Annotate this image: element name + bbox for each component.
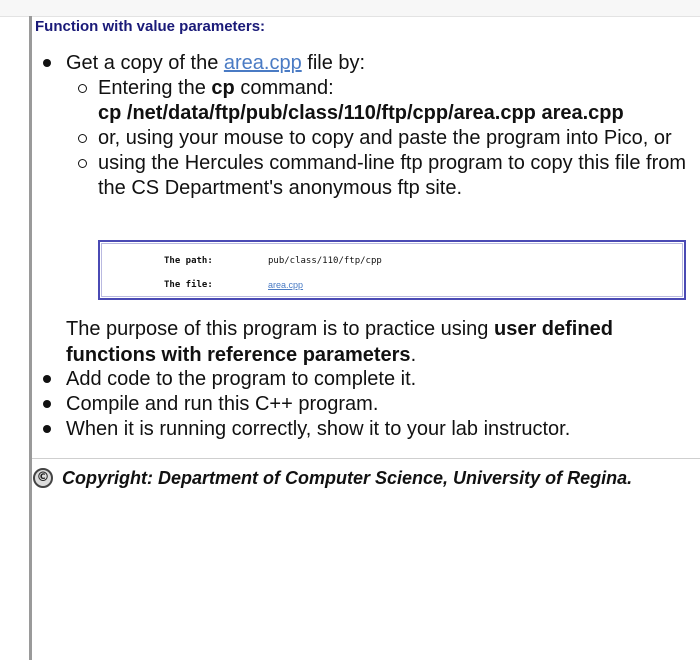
list-item: [32, 367, 700, 392]
list-item: [32, 392, 700, 417]
bullet-circle-icon: [78, 159, 87, 168]
copyright-text: Copyright: Department of Computer Science, University of Regina.: [62, 468, 633, 488]
bullet-dot-icon: [43, 425, 51, 433]
copyright-line: [32, 466, 700, 490]
bullet-circle-icon: [78, 134, 87, 143]
path-value: pub/class/110/ftp/cpp: [268, 256, 382, 266]
divider: [32, 458, 700, 459]
purpose-bold: user defined functions with reference parameters: [66, 318, 613, 366]
area-cpp-link[interactable]: area.cpp: [223, 52, 302, 74]
list-item: [32, 417, 700, 442]
tasks-list: [32, 367, 700, 442]
document-body: [32, 16, 700, 660]
file-label: The file:: [164, 280, 213, 290]
mouse-option-text: or, using your mouse to copy and paste the program into Pico, or: [98, 127, 672, 149]
steps-list: [32, 51, 700, 201]
get-copy-prefix: Get a copy of the: [66, 52, 224, 74]
list-item: [32, 51, 700, 76]
purpose-suffix: .: [410, 344, 417, 366]
bullet-dot-icon: [43, 59, 51, 67]
cp-command-line: [32, 101, 700, 126]
bullet-dot-icon: [43, 375, 51, 383]
task-text: When it is running correctly, show it to your lab instructor.: [66, 418, 571, 440]
path-label: The path:: [164, 256, 213, 266]
section-title: Function with value parameters:: [35, 18, 266, 35]
get-copy-suffix: file by:: [301, 52, 366, 74]
purpose-paragraph: [66, 316, 686, 368]
list-item: [32, 151, 700, 201]
task-text: Compile and run this C++ program.: [66, 393, 379, 415]
entering-suffix: command:: [234, 77, 334, 99]
list-item: [32, 76, 700, 101]
bullet-dot-icon: [43, 400, 51, 408]
list-item: [32, 126, 700, 151]
bullet-circle-icon: [78, 84, 87, 93]
entering-prefix: Entering the: [98, 77, 212, 99]
cp-keyword: cp: [211, 77, 235, 99]
ftp-path-box: [98, 240, 686, 300]
top-strip: [0, 0, 700, 17]
copyright-icon: ©: [33, 468, 53, 488]
purpose-prefix: The purpose of this program is to practice using: [66, 318, 494, 340]
hercules-option-text: using the Hercules command-line ftp program to copy this file from the CS Department's anonymous ftp site.: [98, 152, 687, 199]
file-link[interactable]: area.cpp: [268, 280, 304, 290]
task-text: Add code to the program to complete it.: [66, 368, 417, 390]
cp-command-text: cp /net/data/ftp/pub/class/110/ftp/cpp/area.cpp area.cpp: [98, 102, 624, 124]
